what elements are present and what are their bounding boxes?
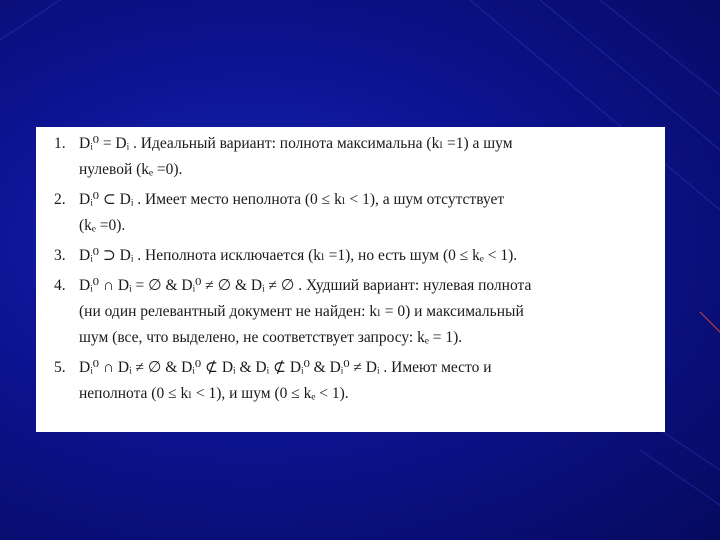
item-number: 2.	[54, 191, 66, 208]
list-item	[36, 187, 665, 239]
list-item	[36, 355, 665, 407]
list-item	[36, 131, 665, 183]
item-number: 3.	[54, 247, 66, 264]
list-item	[36, 243, 665, 269]
item-text-line: Dᵢ⁰ = Dᵢ . Идеальный вариант: полнота максимальна (kₗ =1) а шум	[79, 135, 513, 152]
item-number: 4.	[54, 277, 66, 294]
item-number: 5.	[54, 359, 66, 376]
item-number: 1.	[54, 135, 66, 152]
item-text-line: неполнота (0 ≤ kₗ < 1), и шум (0 ≤ kₑ < 1).	[79, 385, 349, 402]
item-text-line: Dᵢ⁰ ⊂ Dᵢ . Имеет место неполнота (0 ≤ kₗ < 1), а шум отсутствует	[79, 191, 505, 208]
item-text-line: Dᵢ⁰ ⊃ Dᵢ . Неполнота исключается (kₗ =1), но есть шум (0 ≤ kₑ < 1).	[79, 247, 518, 264]
list-item	[36, 273, 665, 351]
item-text-line: нулевой (kₑ =0).	[79, 161, 183, 178]
content-panel	[36, 127, 665, 432]
item-text-line: Dᵢ⁰ ∩ Dᵢ ≠ ∅ & Dᵢ⁰ ⊄ Dᵢ & Dᵢ ⊄ Dᵢ⁰ & Dᵢ⁰ ≠ Dᵢ . Имеют место и	[79, 359, 492, 376]
item-text-line: шум (все, что выделено, не соответствует запросу: kₑ = 1).	[79, 329, 463, 346]
item-text-line: (ни один релевантный документ не найден: kₗ = 0) и максимальный	[79, 303, 524, 320]
item-text-line: (kₑ =0).	[79, 217, 126, 234]
item-text-line: Dᵢ⁰ ∩ Dᵢ = ∅ & Dᵢ⁰ ≠ ∅ & Dᵢ ≠ ∅ . Худший вариант: нулевая полнота	[79, 277, 532, 294]
